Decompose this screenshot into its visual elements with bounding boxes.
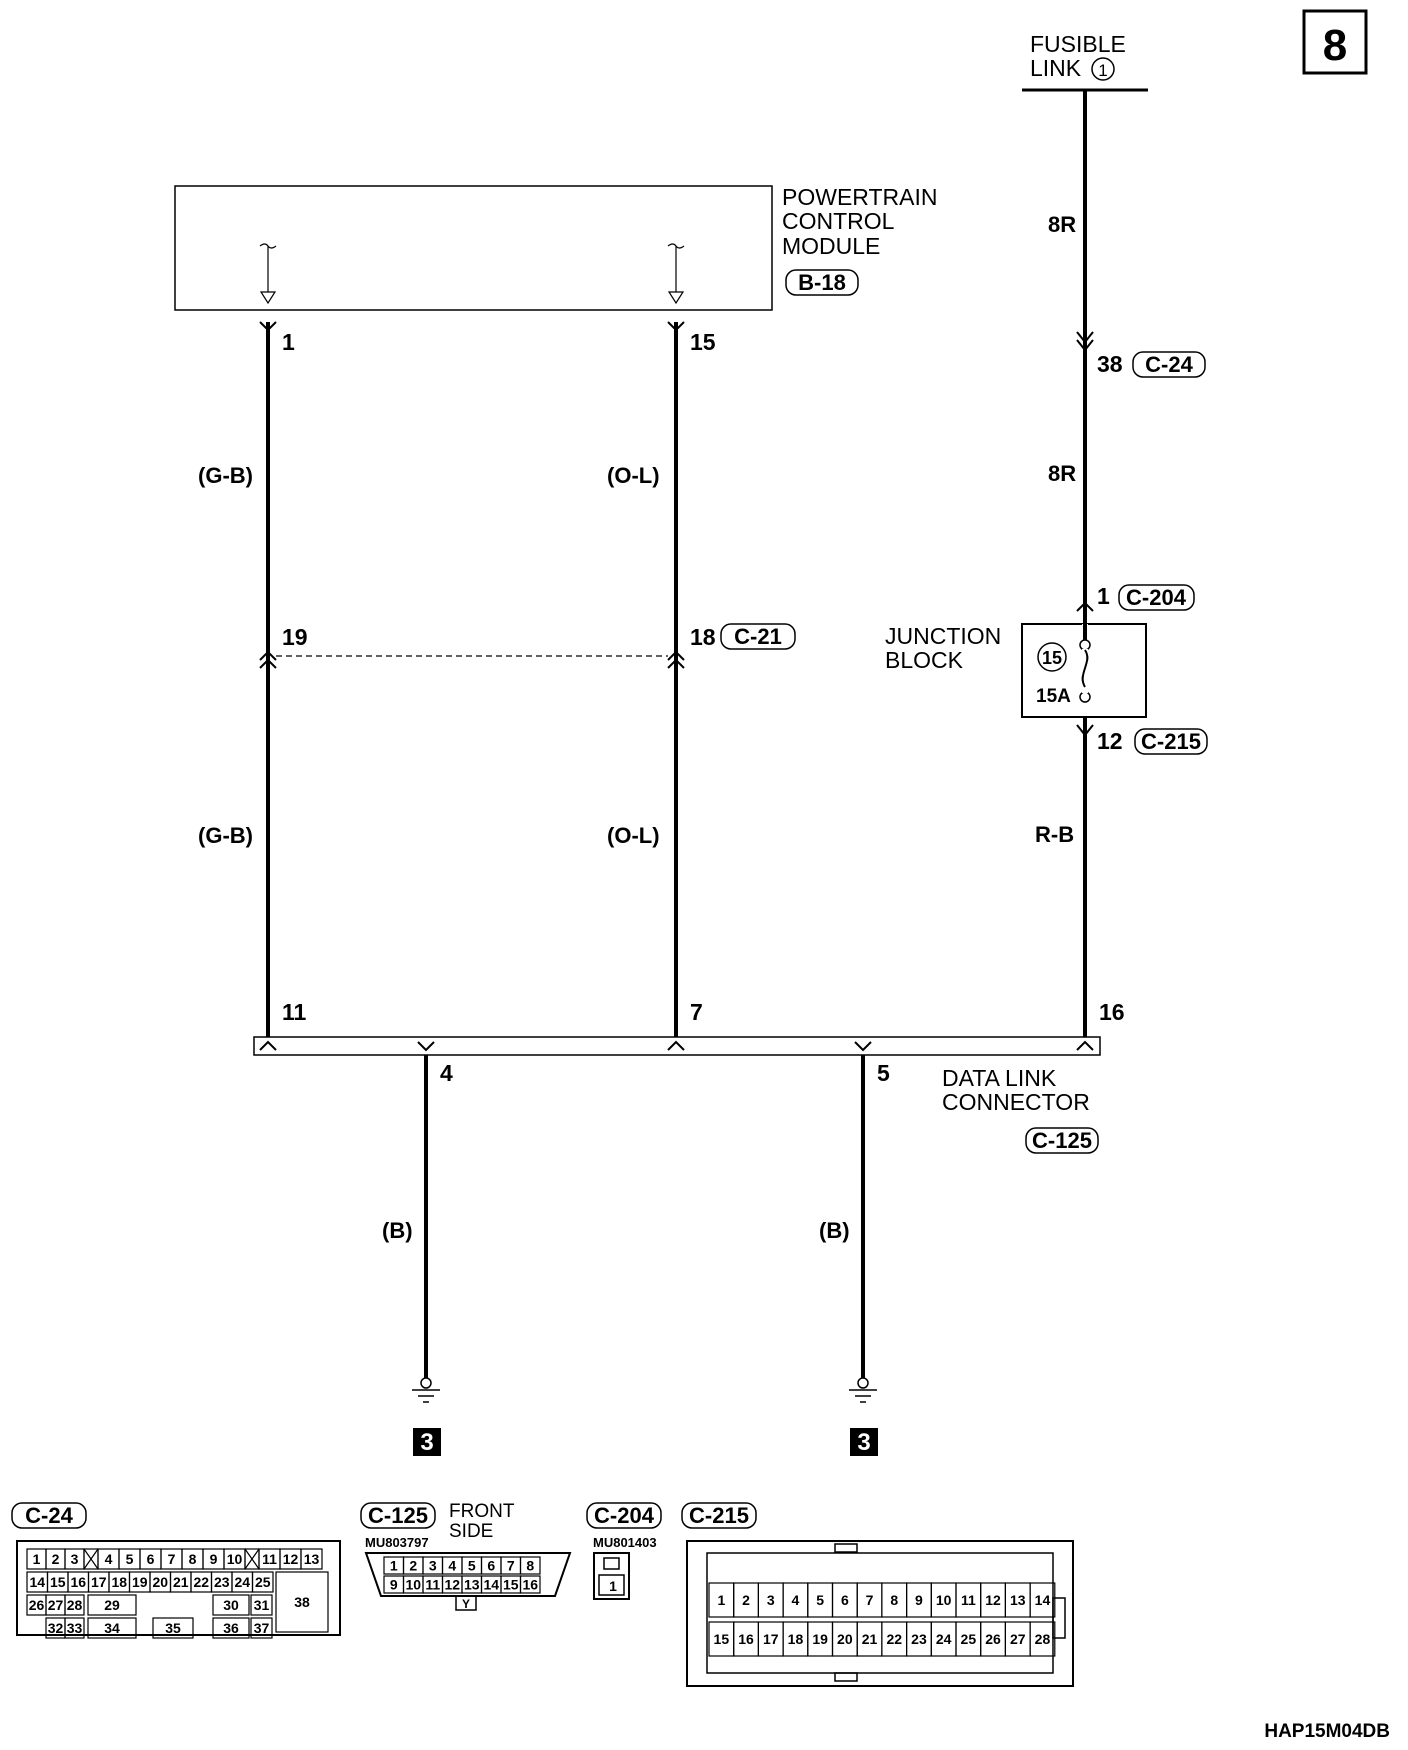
dlc-pin-4: 4 (440, 1060, 453, 1086)
c125-pin-7: 7 (506, 1557, 515, 1574)
c24-connector-label: C-24 (1145, 352, 1193, 377)
pcm-terminal-symbol-left (261, 292, 275, 303)
c125-pin-3: 3 (428, 1557, 437, 1574)
c215-pin-19: 19 (812, 1631, 828, 1647)
c24-pin-25: 25 (254, 1574, 271, 1590)
c24-pin-6: 6 (146, 1551, 155, 1567)
c215-pin-22: 22 (886, 1631, 903, 1647)
c24-pin-4: 4 (104, 1551, 113, 1567)
c21-pin-18: 18 (690, 624, 716, 650)
wire-label-b-right: (B) (819, 1218, 850, 1243)
c125-pin-4: 4 (448, 1557, 457, 1574)
c125-front-side-label-2: SIDE (449, 1521, 494, 1542)
c125-front-side-label: FRONT (449, 1501, 515, 1522)
pcm-connector-label: B-18 (798, 270, 846, 295)
dlc-pin-11: 11 (282, 999, 307, 1025)
c24-pin-37: 37 (253, 1620, 270, 1636)
wire-label-8r-top: 8R (1048, 212, 1077, 237)
c215-pin-grid (709, 1583, 1055, 1656)
c24-pin-1: 1 (32, 1551, 41, 1567)
c24-pin-12: 12 (282, 1551, 299, 1567)
c215-pin-25: 25 (960, 1631, 977, 1647)
jb-out-connector: C-215 (1141, 729, 1201, 754)
c215-pin-26: 26 (985, 1631, 1001, 1647)
c125-key-label: Y (461, 1597, 471, 1611)
c24-pin-14: 14 (29, 1574, 46, 1590)
pcm-label: POWERTRAIN (782, 184, 938, 210)
c24-pin-2: 2 (51, 1551, 60, 1567)
c215-pin-9: 9 (915, 1592, 923, 1608)
c24-pin-7: 7 (167, 1551, 176, 1567)
c21-pin-19: 19 (282, 624, 308, 650)
c24-pin-23: 23 (213, 1574, 230, 1590)
c125-pin-10: 10 (405, 1576, 422, 1593)
c125-part-number: MU803797 (365, 1535, 429, 1550)
c24-pin-21: 21 (172, 1574, 189, 1590)
c215-pin-3: 3 (766, 1592, 775, 1608)
pcm-terminal-symbol-right (669, 292, 683, 303)
c125-pin-12: 12 (444, 1576, 461, 1593)
c215-pin-5: 5 (816, 1592, 825, 1608)
ground-ref-right-number: 3 (857, 1429, 871, 1456)
jb-in-connector: C-204 (1126, 585, 1186, 610)
dlc-label: DATA LINK (942, 1065, 1057, 1091)
c215-pin-1: 1 (717, 1592, 726, 1608)
c215-pin-21: 21 (861, 1631, 878, 1647)
wire-label-g-b-upper: (G-B) (198, 463, 253, 488)
c125-pin-6: 6 (487, 1557, 496, 1574)
data-link-connector-box (254, 1037, 1100, 1055)
c204-view-label: C-204 (594, 1503, 654, 1528)
c24-pin-29: 29 (104, 1597, 120, 1613)
c24-pin-35: 35 (165, 1620, 181, 1636)
c24-pin-9: 9 (209, 1551, 218, 1567)
c215-pin-27: 27 (1009, 1631, 1026, 1647)
c125-pin-5: 5 (467, 1557, 476, 1574)
fusible-link-label: FUSIBLE (1030, 31, 1126, 57)
c125-pin-grid (384, 1557, 540, 1593)
c24-pin-24: 24 (234, 1574, 251, 1590)
diagram-code: HAP15M04DB (1264, 1721, 1390, 1742)
c215-pin-16: 16 (738, 1631, 754, 1647)
jb-out-pin: 12 (1097, 728, 1123, 754)
jb-in-pin: 1 (1097, 583, 1110, 609)
c215-pin-11: 11 (960, 1592, 976, 1608)
c215-pin-10: 10 (935, 1592, 952, 1608)
c215-pin-17: 17 (762, 1631, 779, 1647)
pcm-label-3: MODULE (782, 233, 881, 259)
c24-pin-34: 34 (104, 1620, 120, 1636)
wire-label-b-left: (B) (382, 1218, 413, 1243)
c215-pin-2: 2 (742, 1592, 750, 1608)
c24-pin-5: 5 (125, 1551, 134, 1567)
c24-view-label: C-24 (25, 1503, 73, 1528)
c24-pin-22: 22 (193, 1574, 210, 1590)
c215-pin-12: 12 (985, 1592, 1001, 1608)
c215-pin-15: 15 (713, 1631, 730, 1647)
c125-pin-2: 2 (409, 1557, 418, 1574)
c215-pin-24: 24 (935, 1631, 952, 1647)
fusible-link-number: 1 (1098, 61, 1108, 80)
c24-pin-16: 16 (70, 1574, 87, 1590)
c24-blank-pin (84, 1549, 98, 1569)
wire-label-g-b-lower: (G-B) (198, 823, 253, 848)
c215-pin-20: 20 (837, 1631, 853, 1647)
c24-pin-19: 19 (131, 1574, 148, 1590)
c215-pin-6: 6 (840, 1592, 849, 1608)
c24-pin-33: 33 (66, 1620, 83, 1636)
fuse-terminal-bottom (1080, 692, 1090, 702)
c24-pin-36: 36 (223, 1620, 239, 1636)
junction-block-label: JUNCTION (885, 623, 1002, 649)
c215-pin-13: 13 (1009, 1592, 1026, 1608)
c24-pin-18: 18 (111, 1574, 128, 1590)
fuse-rating: 15A (1036, 686, 1071, 707)
dlc-pin-5: 5 (877, 1060, 890, 1086)
c215-pin-4: 4 (791, 1592, 800, 1608)
c215-pin-23: 23 (911, 1631, 927, 1647)
pcm-label-2: CONTROL (782, 208, 895, 234)
c215-pin-18: 18 (787, 1631, 804, 1647)
c125-pin-1: 1 (389, 1557, 398, 1574)
c24-pin-31: 31 (253, 1597, 270, 1613)
c24-pin-26: 26 (28, 1597, 45, 1613)
wire-label-o-l-lower: (O-L) (607, 823, 660, 848)
ground-ref-left-number: 3 (420, 1429, 434, 1456)
c125-pin-13: 13 (463, 1576, 480, 1593)
junction-block-label-2: BLOCK (885, 647, 963, 673)
c24-pin-20: 20 (152, 1574, 169, 1590)
c125-pin-15: 15 (502, 1576, 519, 1593)
c215-view-body (687, 1541, 1073, 1686)
fuse-terminal-top (1080, 640, 1090, 650)
c24-pin-grid (27, 1549, 328, 1638)
c125-pin-8: 8 (526, 1557, 535, 1574)
dlc-label-2: CONNECTOR (942, 1089, 1090, 1115)
pcm-pin-15: 15 (690, 329, 716, 355)
fuse-number: 15 (1041, 648, 1063, 668)
wire-label-r-b: R-B (1035, 822, 1075, 847)
page-number: 8 (1322, 21, 1348, 70)
c125-pin-16: 16 (522, 1576, 539, 1593)
c125-view-label: C-125 (368, 1503, 428, 1528)
c125-pin-11: 11 (425, 1576, 441, 1593)
c24-pin-13: 13 (303, 1551, 320, 1567)
c24-pin: 38 (1097, 351, 1123, 377)
c24-pin-8: 8 (188, 1551, 197, 1567)
c215-pin-14: 14 (1034, 1592, 1051, 1608)
c215-pin-8: 8 (890, 1592, 899, 1608)
c24-pin-38: 38 (294, 1594, 310, 1610)
c24-pin-3: 3 (70, 1551, 79, 1567)
c24-pin-28: 28 (66, 1597, 83, 1613)
c24-pin-11: 11 (262, 1551, 277, 1567)
dlc-connector-label: C-125 (1032, 1128, 1092, 1153)
c24-pin-32: 32 (47, 1620, 64, 1636)
c24-pin-15: 15 (49, 1574, 66, 1590)
c21-connector-label: C-21 (734, 624, 782, 649)
c24-pin-30: 30 (223, 1597, 239, 1613)
c204-pin-1: 1 (609, 1578, 617, 1594)
wire-label-o-l-upper: (O-L) (607, 463, 660, 488)
c204-part-number: MU801403 (593, 1535, 657, 1550)
c215-pin-7: 7 (865, 1592, 874, 1608)
c125-pin-9: 9 (389, 1576, 398, 1593)
c24-pin-27: 27 (47, 1597, 64, 1613)
pcm-pin-1: 1 (282, 329, 295, 355)
c125-pin-14: 14 (483, 1576, 500, 1593)
fusible-link-label-2: LINK (1030, 55, 1082, 81)
c24-pin-17: 17 (90, 1574, 107, 1590)
c215-pin-28: 28 (1034, 1631, 1051, 1647)
c24-pin-10: 10 (226, 1551, 243, 1567)
c215-view-label: C-215 (689, 1503, 749, 1528)
wire-label-8r-mid: 8R (1048, 461, 1077, 486)
c24-blank-pin (245, 1549, 259, 1569)
dlc-pin-16: 16 (1099, 999, 1125, 1025)
dlc-pin-7: 7 (690, 999, 703, 1025)
